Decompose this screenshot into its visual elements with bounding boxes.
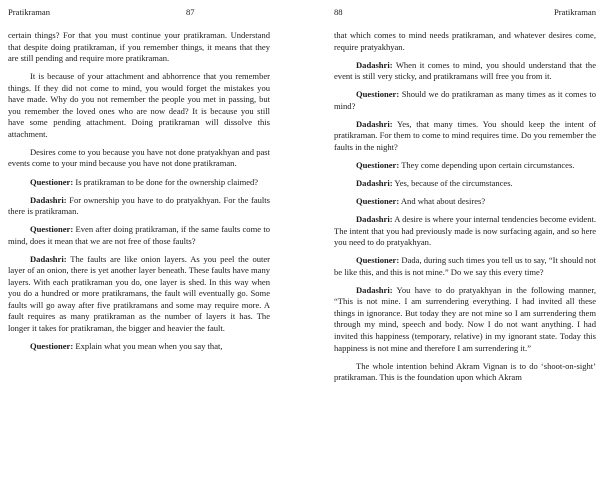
paragraph <box>334 160 596 172</box>
paragraph <box>8 177 270 189</box>
left-header-title: Pratikraman <box>8 7 50 17</box>
paragraph <box>334 89 596 112</box>
paragraph <box>8 341 270 353</box>
speaker-label: Dadashri: <box>356 177 393 188</box>
paragraph <box>8 224 270 247</box>
left-page <box>8 0 270 484</box>
speaker-label: Questioner: <box>356 196 400 207</box>
paragraph-text: They come depending upon certain circumstances. <box>401 159 575 170</box>
paragraph <box>334 60 596 83</box>
speaker-label: Dadashri: <box>356 59 393 70</box>
paragraph-text: Yes, because of the circumstances. <box>394 177 513 188</box>
speaker-label: Questioner: <box>356 89 400 100</box>
paragraph <box>8 30 270 65</box>
left-running-header <box>8 5 270 19</box>
right-page-number: 88 <box>334 7 343 17</box>
speaker-label: Questioner: <box>30 341 74 352</box>
paragraph <box>8 71 270 140</box>
right-page <box>334 0 596 484</box>
paragraph-text: Desires come to you because you have not done pratyakhyan and past events come to your mind because you have not done pratikraman. <box>8 146 270 169</box>
paragraph-text: When it comes to mind, you should understand that the event is still very sticky, and pratikramans will free you from it. <box>334 59 596 82</box>
speaker-label: Questioner: <box>30 176 74 187</box>
paragraph-text: Explain what you mean when you say that, <box>75 341 223 352</box>
paragraph <box>334 30 596 53</box>
left-page-number: 87 <box>186 7 195 17</box>
speaker-label: Dadashri: <box>30 253 67 264</box>
paragraph <box>8 147 270 170</box>
paragraph-text: And what about desires? <box>400 196 486 207</box>
right-running-header <box>334 5 596 19</box>
paragraph-text: certain things? For that you must continue your pratikraman. Understand that despite doing pratikraman, if you remember things, it means that they are still pending and require more pratikraman. <box>8 30 270 64</box>
paragraph-text: Should we do pratikraman as many times as it comes to mind? <box>334 89 596 111</box>
paragraph <box>334 255 596 278</box>
paragraph-text: Even after doing pratikraman, if the same faults come to mind, does it mean that we are not free of those faults? <box>8 224 271 246</box>
paragraph <box>334 178 596 190</box>
paragraph <box>8 254 270 335</box>
speaker-label: Questioner: <box>30 224 74 235</box>
paragraph <box>334 361 596 384</box>
paragraph-text: For ownership you have to do pratyakhyan. For the faults there is pratikraman. <box>8 194 271 217</box>
paragraph-text: Is pratikraman to be done for the ownership claimed? <box>75 176 259 187</box>
speaker-label: Questioner: <box>356 255 400 266</box>
paragraph-text: You have to do pratyakhyan in the following manner, “This is not mine. I am surrendering everything. I had invited all these things in ignorance. But today they are not mine so I am surrendering them through my mind, speech and body. Now I do not want anything. I had invited this happiness (temporary, relative) in my ignorant state. Today this happiness is not mine and therefore I am surrendering it.” <box>334 284 596 353</box>
speaker-label: Questioner: <box>356 159 400 170</box>
speaker-label: Dadashri: <box>356 118 393 129</box>
paragraph <box>8 195 270 218</box>
speaker-label: Dadashri: <box>356 214 393 225</box>
right-header-title: Pratikraman <box>554 7 596 17</box>
paragraph-text: The whole intention behind Akram Vignan is to do ‘shoot-on-sight’ pratikraman. This is the foundation upon which Akram <box>334 360 596 383</box>
speaker-label: Dadashri: <box>356 284 393 295</box>
paragraph-text: Dada, during such times you tell us to say, “It should not be like this, and this is not mine.” Do we say this every time? <box>334 255 596 277</box>
paragraph <box>334 119 596 154</box>
paragraph-text: that which comes to mind needs pratikraman, and whatever desires come, require pratyakhyan. <box>334 30 596 52</box>
speaker-label: Dadashri: <box>30 194 67 205</box>
paragraph <box>334 196 596 208</box>
paragraph-text: It is because of your attachment and abhorrence that you remember things. If they did not come to mind, you would forget the mistakes you have made. Why do you not remember the people you met in passing, but you remember the loved ones who are now dead? It is because you still have some pending attachment. Doing pratikraman will dissolve this attachment. <box>8 71 270 139</box>
right-body-text <box>334 30 596 390</box>
paragraph-text: Yes, that many times. You should keep the intent of pratikraman. For them to come to mind requires time. Do you remember the faults in the night? <box>334 118 596 152</box>
paragraph <box>334 214 596 249</box>
paragraph-text: A desire is where your internal tendencies become evident. The intent that you had previously made is now surfacing again, and so here you need to do pratyakhyan. <box>334 214 596 248</box>
left-body-text <box>8 30 270 359</box>
paragraph-text: The faults are like onion layers. As you peel the outer layer of an onion, there is yet another layer beneath. These faults have many layers. With each pratikraman you do, one layer is shed. In this way when you do a hundred or more pratikramans, the fault will eventually go. Some faults will go away after five pratikramans and some may require more. A fault requires as many pratikraman as the number of layers it has. The longer it takes for pratikraman, the bigger and heavier the fault. <box>8 253 271 334</box>
paragraph <box>334 285 596 354</box>
